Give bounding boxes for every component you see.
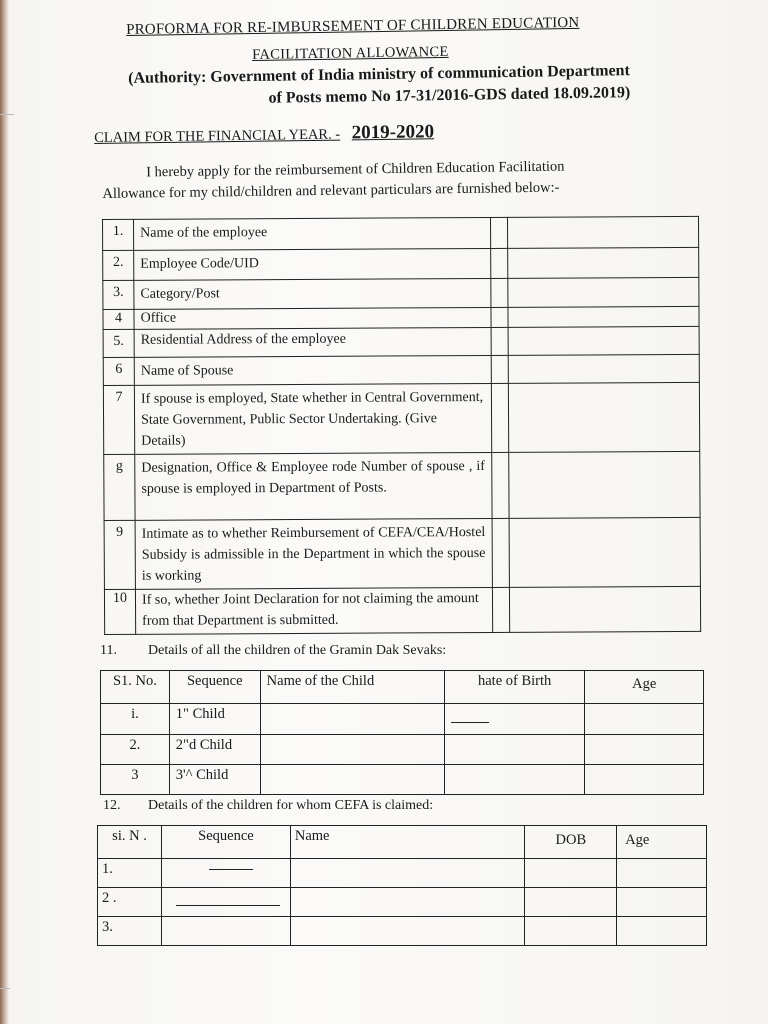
table-row <box>104 451 700 520</box>
age-field[interactable] <box>617 888 707 917</box>
row-label: Designation, Office & Employee rode Number of spouse , if spouse is employed in Department of Posts. <box>135 452 492 520</box>
table-row <box>101 704 704 735</box>
row-number: 2. <box>103 250 134 280</box>
column-header: Age <box>617 826 707 859</box>
column-header: Sequence <box>169 671 260 704</box>
row-number: 9 <box>104 520 135 589</box>
table-row <box>101 765 704 795</box>
underline-mark <box>209 869 253 870</box>
name-field[interactable] <box>290 888 525 917</box>
table-row <box>103 277 699 309</box>
margin-line <box>0 988 10 989</box>
sequence-cell: 1" Child <box>169 704 260 735</box>
section-number: 11. <box>100 643 117 658</box>
child-name-field[interactable] <box>260 765 444 795</box>
table-row <box>103 354 699 385</box>
employee-name-field[interactable] <box>507 216 699 248</box>
sequence-cell: 2"d Child <box>169 735 260 765</box>
office-field[interactable] <box>508 306 699 327</box>
birth-date-field[interactable] <box>444 765 585 795</box>
section-11-heading <box>100 643 446 659</box>
sequence-field[interactable] <box>162 917 291 946</box>
claim-label: CLAIM FOR THE FINANCIAL YEAR. - <box>94 126 341 146</box>
serial-number: 2 . <box>98 888 162 917</box>
row-label: Intimate as to whether Reimbursement of CEFA/CEA/Hostel Subsidy is admissible in the Department in which the spouse is working <box>135 518 492 589</box>
form-title-line1: PROFORMA FOR RE-IMBURSEMENT OF CHILDREN EDUCATION <box>126 14 580 38</box>
spacer-cell <box>491 327 508 355</box>
dob-field[interactable] <box>525 888 617 917</box>
table-row <box>98 859 707 888</box>
column-header: Age <box>585 671 704 704</box>
spacer-cell <box>491 355 508 383</box>
row-label: If spouse is employed, State whether in Central Government, State Government, Public Sector Undertaking. (Give Details) <box>134 383 491 454</box>
section-12-heading <box>103 798 433 814</box>
table-row <box>98 888 707 917</box>
column-header: DOB <box>525 826 617 859</box>
serial-number: 1. <box>98 859 162 888</box>
intro-line2: Allowance for my child/children and relevant particulars are furnished below:- <box>102 179 560 202</box>
row-label: Employee Code/UID <box>134 248 491 280</box>
table-row <box>104 586 700 634</box>
name-field[interactable] <box>290 917 525 946</box>
birth-date-field[interactable] <box>444 735 585 765</box>
row-number: 5. <box>103 329 134 357</box>
child-name-field[interactable] <box>260 735 444 765</box>
section-title: Details of all the children of the Gramin Dak Sevaks: <box>148 643 447 658</box>
table-header-row <box>98 826 707 859</box>
claim-year[interactable]: 2019-2020 <box>351 121 435 144</box>
underline-mark <box>451 722 489 723</box>
sequence-field[interactable] <box>162 888 291 917</box>
spacer-cell <box>490 217 507 248</box>
table-row <box>101 735 704 765</box>
authority-line1: (Authority: Government of India ministry of communication Department <box>128 62 630 87</box>
row-number: 3. <box>103 280 134 309</box>
table-row <box>103 326 699 357</box>
dob-field[interactable] <box>525 917 617 946</box>
claim-year-line <box>94 121 434 148</box>
row-label: Name of Spouse <box>134 355 491 385</box>
row-number: 1. <box>103 219 134 250</box>
spacer-cell <box>492 587 509 632</box>
category-post-field[interactable] <box>507 277 698 307</box>
column-header: Name <box>290 826 525 859</box>
margin-line <box>0 114 14 115</box>
authority-line2: of Posts memo No 17-31/2016-GDS dated 18.09.2019) <box>268 84 631 107</box>
column-header: Name of the Child <box>260 671 444 704</box>
form-title-line2: FACILITATION ALLOWANCE <box>252 43 449 63</box>
spacer-cell <box>491 307 508 327</box>
spouse-name-field[interactable] <box>508 354 699 383</box>
column-header: si. N . <box>98 826 162 859</box>
age-field[interactable] <box>617 859 707 888</box>
serial-number: 3 <box>101 765 170 795</box>
spacer-cell <box>491 383 508 452</box>
column-header: Sequence <box>162 826 291 859</box>
column-header: hate of Birth <box>444 671 585 704</box>
children-table <box>100 670 704 795</box>
row-number: 6 <box>103 357 134 385</box>
age-field[interactable] <box>585 704 704 735</box>
reimbursement-admissible-field[interactable] <box>509 517 701 587</box>
age-field[interactable] <box>617 917 707 946</box>
row-number: 7 <box>103 385 134 454</box>
spouse-employment-field[interactable] <box>508 382 700 452</box>
joint-declaration-field[interactable] <box>509 586 701 632</box>
spouse-designation-field[interactable] <box>508 451 700 518</box>
row-number: 10 <box>104 589 135 634</box>
spacer-cell <box>490 278 507 307</box>
table-row <box>98 917 707 946</box>
cefa-claim-table <box>97 825 707 946</box>
table-row <box>103 382 699 454</box>
serial-number: i. <box>101 704 170 735</box>
table-row <box>103 216 699 250</box>
table-row <box>103 247 699 280</box>
sequence-field[interactable] <box>162 859 291 888</box>
intro-paragraph <box>102 155 693 205</box>
particulars-table <box>102 216 701 635</box>
row-label: Office <box>134 307 491 329</box>
underline-mark <box>176 905 280 906</box>
row-label: Category/Post <box>134 278 491 309</box>
dob-field[interactable] <box>525 859 617 888</box>
row-label: If so, whether Joint Declaration for not claiming the amount from that Department is submitted. <box>135 587 492 634</box>
age-field[interactable] <box>585 765 704 795</box>
spacer-cell <box>491 452 508 518</box>
table-header-row <box>101 671 704 704</box>
row-label: Residential Address of the employee <box>134 327 491 357</box>
spacer-cell <box>492 518 509 587</box>
age-field[interactable] <box>585 735 704 765</box>
row-number: g <box>104 454 135 520</box>
employee-code-field[interactable] <box>507 247 698 278</box>
authority-text <box>128 58 739 112</box>
birth-date-field[interactable] <box>444 704 585 735</box>
section-title: Details of the children for whom CEFA is claimed: <box>148 798 434 813</box>
table-row <box>104 517 700 589</box>
row-label: Name of the employee <box>134 217 491 250</box>
intro-line1: I hereby apply for the reimbursement of Children Education Facilitation <box>146 158 565 181</box>
name-field[interactable] <box>290 859 525 888</box>
address-field[interactable] <box>508 326 699 355</box>
serial-number: 2. <box>101 735 170 765</box>
serial-number: 3. <box>98 917 162 946</box>
row-number: 4 <box>103 309 134 329</box>
sequence-cell: 3'^ Child <box>169 765 260 795</box>
spacer-cell <box>490 248 507 278</box>
section-number: 12. <box>103 798 121 813</box>
column-header: S1. No. <box>101 671 170 704</box>
child-name-field[interactable] <box>260 704 444 735</box>
